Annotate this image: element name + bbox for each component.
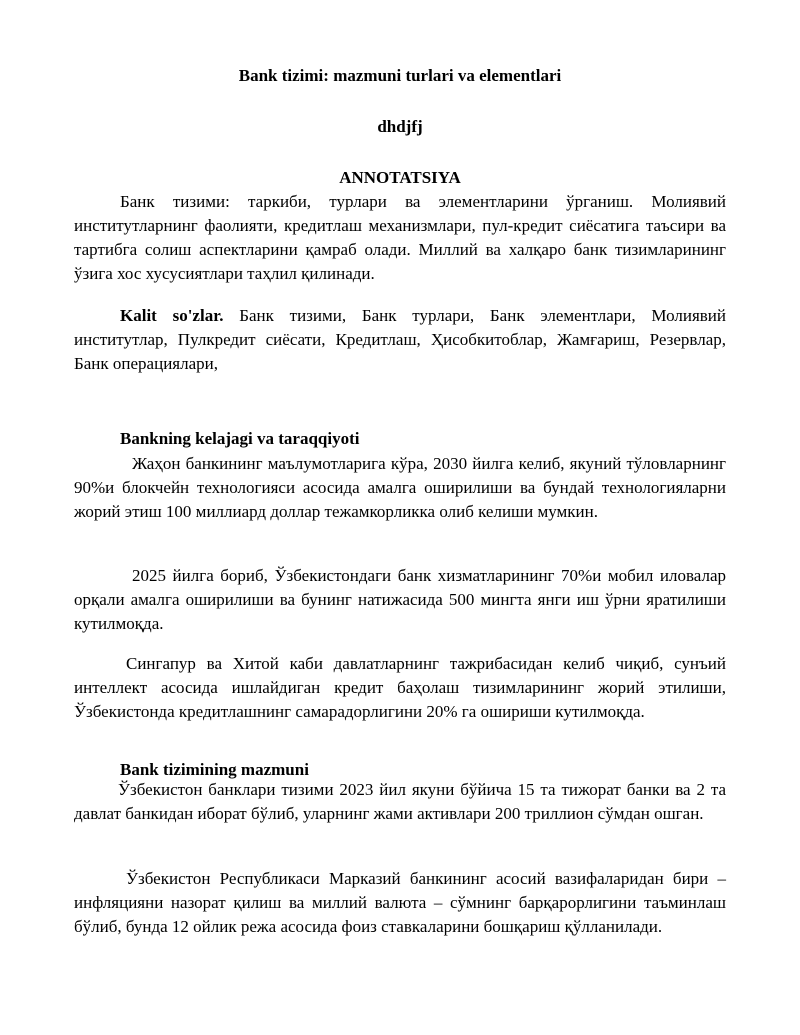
section-paragraph: 2025 йилга бориб, Ўзбекистондаги банк хизматларининг 70%и мобил иловалар орқали амалга оширилиши ва бунинг натижасида 500 мингта янги иш ўрни яратилиши кутилмоқда.	[74, 566, 726, 633]
document-title: Bank tizimi: mazmuni turlari va elementlari	[238, 66, 562, 85]
annotation-heading: ANNOTATSIYA	[339, 168, 461, 187]
section-paragraph: Ўзбекистон банклари тизими 2023 йил якуни бўйича 15 та тижорат банки ва 2 та давлат банкидан иборат бўлиб, уларнинг жами активлари 200 триллион сўмдан ошган.	[74, 780, 726, 823]
annotation-paragraph: Банк тизими: таркиби, турлари ва элементларини ўрганиш. Молиявий институтларнинг фаолияти, кредитлаш механизмлари, пул-кредит сиёсатига таъсири ва тартибга солиш аспектларини қамраб олади. Миллий ва халқаро банк тизимларининг ўзига хос хусусиятлари таҳлил қилинади.	[74, 192, 726, 283]
section-paragraph: Ўзбекистон Республикаси Марказий банкининг асосий вазифаларидан бири – инфляцияни назорат қилиш ва миллий валюта – сўмнинг барқарорлигини таъминлаш бўлиб, бунда 12 ойлик режа асосида фоиз ставкаларини бошқариш қўлланилади.	[74, 869, 726, 936]
section-heading: Bank tizimining mazmuni	[120, 760, 309, 779]
section-paragraph: Сингапур ва Хитой каби давлатларнинг тажрибасидан келиб чиқиб, сунъий интеллект асосида ишлайдиган кредит баҳолаш тизимларининг жорий этилиши, Ўзбекистонда кредитлашнинг самарадорлигини 20% га ошириши кутилмоқда.	[74, 654, 726, 721]
keywords-paragraph	[74, 304, 726, 376]
document-author: dhdjfj	[377, 117, 423, 136]
section-heading: Bankning kelajagi va taraqqiyoti	[120, 429, 360, 448]
keywords-label: Kalit so'zlar.	[120, 306, 224, 325]
section-paragraph: Жаҳон банкининг маълумотларига кўра, 2030 йилга келиб, якуний тўловларнинг 90%и блокчейн технологияси асосида амалга оширилиши ва бундай технологияларни жорий этиш 100 миллиард доллар тежамкорликка олиб келиши мумкин.	[74, 454, 726, 521]
keywords-list: Банк тизими, Банк турлари, Банк элементлари, Молиявий институтлар, Пулкредит сиёсати, Кредитлаш, Ҳисобкитоблар, Жамғариш, Резервлар, Банк операциялари,	[74, 306, 726, 373]
